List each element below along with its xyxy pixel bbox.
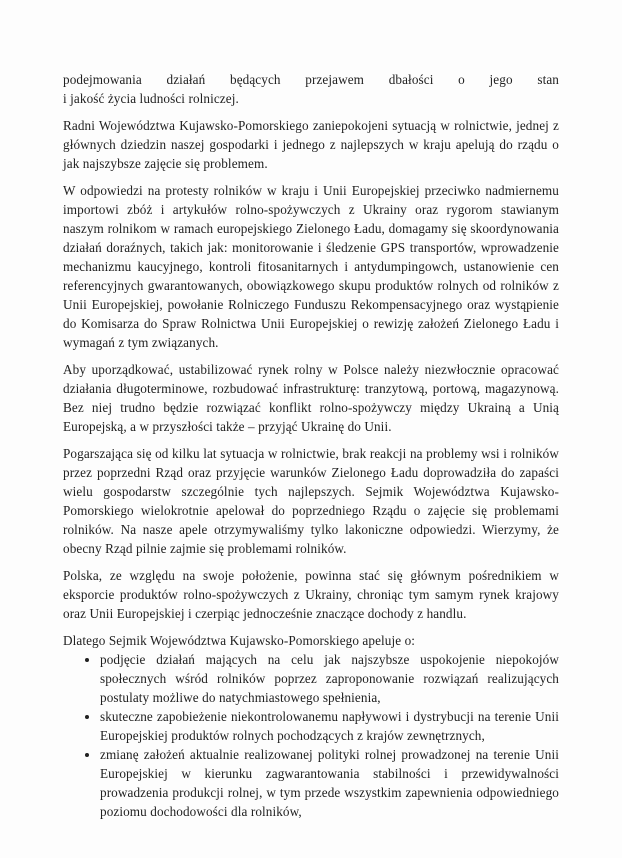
paragraph-stabilization: Aby uporządkować, ustabilizować rynek rolny w Polsce należy niezwłocznie opracować działania długoterminowe, rozbudować infrastrukturę: tranzytową, portową, magazynową. Bez niej trudno będzie rozwiązać konflikt rolno-spożywczy między Ukrainą a Unią Europejską, a w przyszłości także – przyjąć Ukrainę do Unii.: [63, 362, 559, 434]
paragraph-deterioration: Pogarszająca się od kilku lat sytuacja w rolnictwie, brak reakcji na problemy wsi i rolników przez poprzedni Rząd oraz przyjęcie warunków Zielonego Ładu doprowadziła do zapaści wielu gospodarstw szczególnie tych najlepszych. Sejmik Województwa Kujawsko-Pomorskiego wielokrotnie apelował do poprzedniego Rządu o zajęcie się problemami rolników. Na nasze apele otrzymywaliśmy tylko lakoniczne odpowiedzi. Wierzymy, że obecny Rząd pilnie zajmie się problemami rolników.: [63, 446, 559, 556]
appeal-list: [63, 650, 559, 821]
appeal-item-prevent-inflow: • skuteczne zapobieżenie niekontrolowanemu napływowi i dystrybucji na terenie Unii Europejskiej produktów rolnych pochodzących z krajów zewnętrznych,: [100, 707, 559, 745]
paragraph-protests-demands: W odpowiedzi na protesty rolników w kraju i Unii Europejskiej przeciwko nadmiernemu importowi zbóż i artykułów rolno-spożywczych z Ukrainy oraz rygorom stawianym naszym rolnikom w ramach europejskiego Zielonego Ładu, domagamy się skoordynowania działań doraźnych, takich jak: monitorowanie i śledzenie GPS transportów, wprowadzenie mechanizmu kaucyjnego, kontroli fitosanitarnych i antydumpingowch, ustanowienie cen referencyjnych gwarantowanych, obowiązkowego skupu produktów rolnych od rolników z Unii Europejskiej, powołanie Rolniczego Funduszu Rekompensacyjnego oraz wystąpienie do Komisarza do Spraw Rolnictwa Unii Europejskiej o rewizję założeń Zielonego Ładu i wymagań z tym związanych.: [63, 183, 559, 350]
carryover-justified-line: podejmowania działań będących przejawem dbałości o jego stan: [63, 72, 559, 87]
appeal-intro: Dlatego Sejmik Województwa Kujawsko-Pomorskiego apeluje o:: [63, 633, 416, 648]
appeal-item-policy-change: • zmianę założeń aktualnie realizowanej polityki rolnej prowadzonej na terenie Unii Europejskiej w kierunku zagwarantowania stabilności i przewidywalności prowadzenia produkcji rolnej, w tym przede wszystkim zapewnienia odpowiedniego poziomu dochodowości dla rolników,: [100, 745, 559, 821]
text-column: [63, 70, 559, 821]
carryover-last-line: i jakość życia ludności rolniczej.: [63, 91, 239, 106]
paragraph-carryover: [63, 70, 559, 108]
paragraph-poland-position: Polska, ze względu na swoje położenie, powinna stać się głównym pośrednikiem w eksporcie produktów rolno-spożywczych z Ukrainy, chroniąc tym samym rynek krajowy oraz Unii Europejskiej i czerpiąc jednocześnie znaczące dochody z handlu.: [63, 568, 559, 621]
appeal-item-calm-unrest: • podjęcie działań mających na celu jak najszybsze uspokojenie niepokojów społecznych wśród rolników poprzez zaproponowanie rozwiązań realizujących postulaty możliwe do natychmiastowego spełnienia,: [100, 650, 559, 707]
paragraph-concern: Radni Województwa Kujawsko-Pomorskiego zaniepokojeni sytuacją w rolnictwie, jednej z głównych dziedzin naszej gospodarki i jednego z najlepszych w kraju apelują do rządu o jak najszybsze zajęcie się problemem.: [63, 118, 559, 171]
